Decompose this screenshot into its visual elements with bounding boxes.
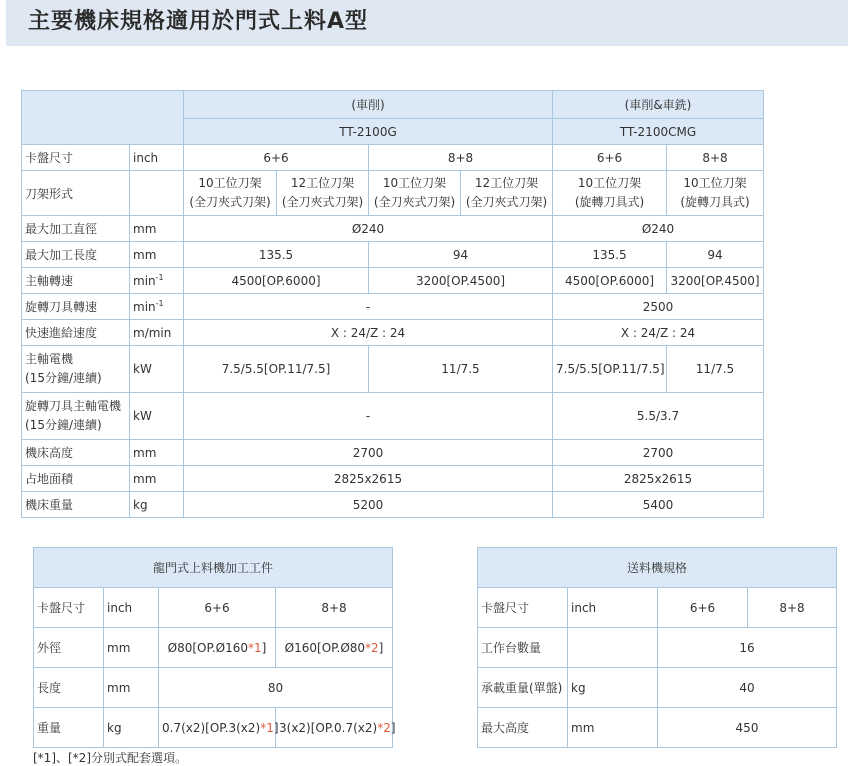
- footnote-ref: *2: [377, 720, 391, 735]
- row-label: 占地面積: [22, 466, 130, 492]
- table-row: [22, 492, 764, 518]
- table-row: [22, 242, 764, 268]
- page-title: 主要機床規格適用於門式上料A型: [28, 9, 369, 34]
- cell: 10工位刀架 (旋轉刀具式): [667, 171, 764, 216]
- table-row: [22, 346, 764, 393]
- row-label: 旋轉刀具轉速: [22, 294, 130, 320]
- cell: 135.5: [184, 242, 369, 268]
- cell: -: [184, 393, 553, 440]
- gantry-workpiece-table: [33, 547, 396, 748]
- table-row: [22, 440, 764, 466]
- table-row: [22, 294, 764, 320]
- row-label: 機床高度: [22, 440, 130, 466]
- row-unit: $\min^{-1}$: [130, 294, 184, 320]
- cell: 3200[OP.4500]: [369, 268, 553, 294]
- main-spec-table: [21, 90, 764, 518]
- cell: 2700: [553, 440, 764, 466]
- row-unit: kW: [130, 393, 184, 440]
- row-unit: [568, 628, 658, 668]
- row-label: 長度: [34, 668, 104, 708]
- cell: Ø80[OP.Ø160*1]: [159, 628, 276, 668]
- cell: 5.5/3.7: [553, 393, 764, 440]
- cell: 11/7.5: [369, 346, 553, 393]
- row-label: 工作台數量: [478, 628, 568, 668]
- row-label: 主軸轉速: [22, 268, 130, 294]
- cell: 4500[OP.6000]: [184, 268, 369, 294]
- cell: 8+8: [748, 588, 837, 628]
- table-row: [22, 268, 764, 294]
- group-header-turn-mill: (車削&車銑): [553, 91, 764, 119]
- cell: 94: [369, 242, 553, 268]
- row-label: 最大加工直徑: [22, 216, 130, 242]
- cell: 10工位刀架 (旋轉刀具式): [553, 171, 667, 216]
- cell: 3200[OP.4500]: [667, 268, 764, 294]
- cell: Ø160[OP.Ø80*2]: [276, 628, 393, 668]
- row-unit: mm: [104, 668, 159, 708]
- header-corner: [22, 91, 184, 145]
- table-row: [34, 668, 393, 708]
- table-row: [22, 393, 764, 440]
- cell: 4500[OP.6000]: [553, 268, 667, 294]
- cell: 3(x2)[OP.0.7(x2)*2]: [276, 708, 393, 748]
- cell: 6+6: [184, 145, 369, 171]
- cell: 2700: [184, 440, 553, 466]
- row-unit: kW: [130, 346, 184, 393]
- cell: 8+8: [369, 145, 553, 171]
- footnote-ref: *2: [365, 640, 379, 655]
- table-row: [34, 708, 393, 748]
- table-row: [478, 628, 837, 668]
- cell: 8+8: [276, 588, 393, 628]
- row-unit: [130, 171, 184, 216]
- cell: 11/7.5: [667, 346, 764, 393]
- row-label: 刀架形式: [22, 171, 130, 216]
- cell: 6+6: [553, 145, 667, 171]
- cell: -: [184, 294, 553, 320]
- row-label: 卡盤尺寸: [34, 588, 104, 628]
- footnote: [*1]、[*2]分別式配套選項。: [33, 751, 187, 765]
- row-unit: $\min^{-1}$: [130, 268, 184, 294]
- cell: 40: [658, 668, 837, 708]
- cell: 0.7(x2)[OP.3(x2)*1]: [159, 708, 276, 748]
- table-row: [478, 708, 837, 748]
- row-unit: mm: [130, 466, 184, 492]
- model-tt-2100g: TT-2100G: [184, 119, 553, 145]
- row-unit: mm: [130, 440, 184, 466]
- cell: 12工位刀架 (全刀夾式刀架): [277, 171, 369, 216]
- cell: 5200: [184, 492, 553, 518]
- row-label: 外徑: [34, 628, 104, 668]
- cell: 6+6: [658, 588, 748, 628]
- cell: X : 24/Z : 24: [553, 320, 764, 346]
- row-label: 機床重量: [22, 492, 130, 518]
- row-unit: mm: [130, 242, 184, 268]
- cell: 5400: [553, 492, 764, 518]
- row-label: 旋轉刀具主軸電機 (15分鐘/連續): [22, 393, 130, 440]
- cell: Ø240: [553, 216, 764, 242]
- row-unit: kg: [104, 708, 159, 748]
- table-row: [34, 628, 393, 668]
- row-label: 卡盤尺寸: [478, 588, 568, 628]
- row-label: 重量: [34, 708, 104, 748]
- table-row: [22, 145, 764, 171]
- row-unit: mm: [568, 708, 658, 748]
- cell: 7.5/5.5[OP.11/7.5]: [184, 346, 369, 393]
- feeder-table-title: 送料機規格: [478, 548, 837, 588]
- row-unit: mm: [130, 216, 184, 242]
- table-row: [22, 216, 764, 242]
- cell: 12工位刀架 (全刀夾式刀架): [461, 171, 553, 216]
- cell: 450: [658, 708, 837, 748]
- row-unit: inch: [568, 588, 658, 628]
- table-row: [22, 320, 764, 346]
- cell: 8+8: [667, 145, 764, 171]
- gantry-table-title: 龍門式上料機加工工件: [34, 548, 393, 588]
- row-unit: kg: [568, 668, 658, 708]
- feeder-spec-table: [477, 547, 837, 748]
- row-unit: inch: [130, 145, 184, 171]
- table-row: [478, 588, 837, 628]
- title-bar: [6, 0, 848, 46]
- row-label: 卡盤尺寸: [22, 145, 130, 171]
- footnote-ref: *1: [248, 640, 262, 655]
- cell: 80: [159, 668, 393, 708]
- cell: 135.5: [553, 242, 667, 268]
- table-row: [478, 668, 837, 708]
- footnote-ref: *1: [260, 720, 274, 735]
- row-label: 最大加工長度: [22, 242, 130, 268]
- cell: 94: [667, 242, 764, 268]
- cell: 2825x2615: [553, 466, 764, 492]
- row-unit: kg: [130, 492, 184, 518]
- table-row: [22, 466, 764, 492]
- table-row: [22, 171, 764, 216]
- model-tt-2100cmg: TT-2100CMG: [553, 119, 764, 145]
- row-label: 快速進給速度: [22, 320, 130, 346]
- row-unit: mm: [104, 628, 159, 668]
- cell: 7.5/5.5[OP.11/7.5]: [553, 346, 667, 393]
- row-unit: inch: [104, 588, 159, 628]
- cell: 2500: [553, 294, 764, 320]
- cell: Ø240: [184, 216, 553, 242]
- row-label: 最大高度: [478, 708, 568, 748]
- row-label: 承載重量(單盤): [478, 668, 568, 708]
- row-label: 主軸電機 (15分鐘/連續): [22, 346, 130, 393]
- group-header-turning: (車削): [184, 91, 553, 119]
- table-row: [34, 588, 393, 628]
- cell: 10工位刀架 (全刀夾式刀架): [184, 171, 277, 216]
- row-unit: m/min: [130, 320, 184, 346]
- cell: 16: [658, 628, 837, 668]
- cell: X : 24/Z : 24: [184, 320, 553, 346]
- cell: 10工位刀架 (全刀夾式刀架): [369, 171, 461, 216]
- cell: 6+6: [159, 588, 276, 628]
- cell: 2825x2615: [184, 466, 553, 492]
